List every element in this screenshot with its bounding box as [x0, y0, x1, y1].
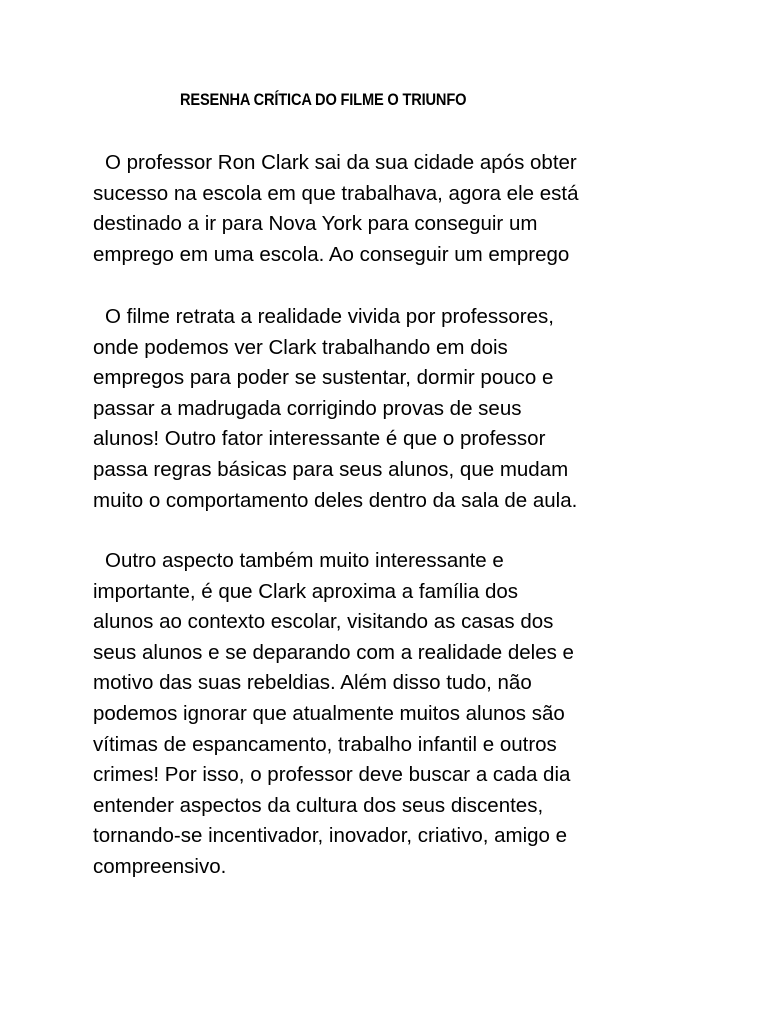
- paragraph-line: Outro aspecto também muito interessante e: [105, 549, 504, 572]
- paragraph-2: [93, 302, 693, 516]
- paragraph-line: crimes! Por isso, o professor deve buscar a cada dia: [93, 763, 571, 787]
- paragraph-3: [93, 546, 693, 883]
- paragraph-line: compreensivo.: [93, 854, 227, 878]
- paragraph-line: O professor Ron Clark sai da sua cidade após obter: [105, 151, 577, 174]
- paragraph-line: alunos ao contexto escolar, visitando as casas dos: [93, 610, 554, 634]
- paragraph-line: entender aspectos da cultura dos seus discentes,: [93, 793, 544, 817]
- paragraph-line: importante, é que Clark aproxima a família dos: [93, 579, 519, 603]
- paragraph-line: empregos para poder se sustentar, dormir pouco e: [93, 366, 554, 390]
- paragraph-line: destinado a ir para Nova York para conseguir um: [93, 212, 538, 236]
- paragraph-line: tornando-se incentivador, inovador, criativo, amigo e: [93, 824, 568, 848]
- paragraph-line: podemos ignorar que atualmente muitos alunos são: [93, 701, 565, 725]
- document-title: RESENHA CRÍTICA DO FILME O TRIUNFO: [180, 90, 467, 109]
- paragraph-1: [93, 148, 693, 270]
- paragraph-line: O filme retrata a realidade vivida por professores,: [105, 305, 554, 328]
- paragraph-line: vítimas de espancamento, trabalho infantil e outros: [93, 732, 557, 756]
- paragraph-line: seus alunos e se deparando com a realidade deles e: [93, 640, 574, 664]
- paragraph-line: muito o comportamento deles dentro da sala de aula.: [93, 488, 578, 512]
- paragraph-line: onde podemos ver Clark trabalhando em dois: [93, 335, 508, 359]
- paragraph-line: passar a madrugada corrigindo provas de seus: [93, 396, 522, 420]
- paragraph-line: alunos! Outro fator interessante é que o professor: [93, 427, 546, 451]
- paragraph-line: passa regras básicas para seus alunos, que mudam: [93, 457, 569, 481]
- paragraph-line: emprego em uma escola. Ao conseguir um emprego: [93, 242, 570, 266]
- paragraph-line: motivo das suas rebeldias. Além disso tudo, não: [93, 671, 532, 695]
- paragraph-line: sucesso na escola em que trabalhava, agora ele está: [93, 181, 579, 205]
